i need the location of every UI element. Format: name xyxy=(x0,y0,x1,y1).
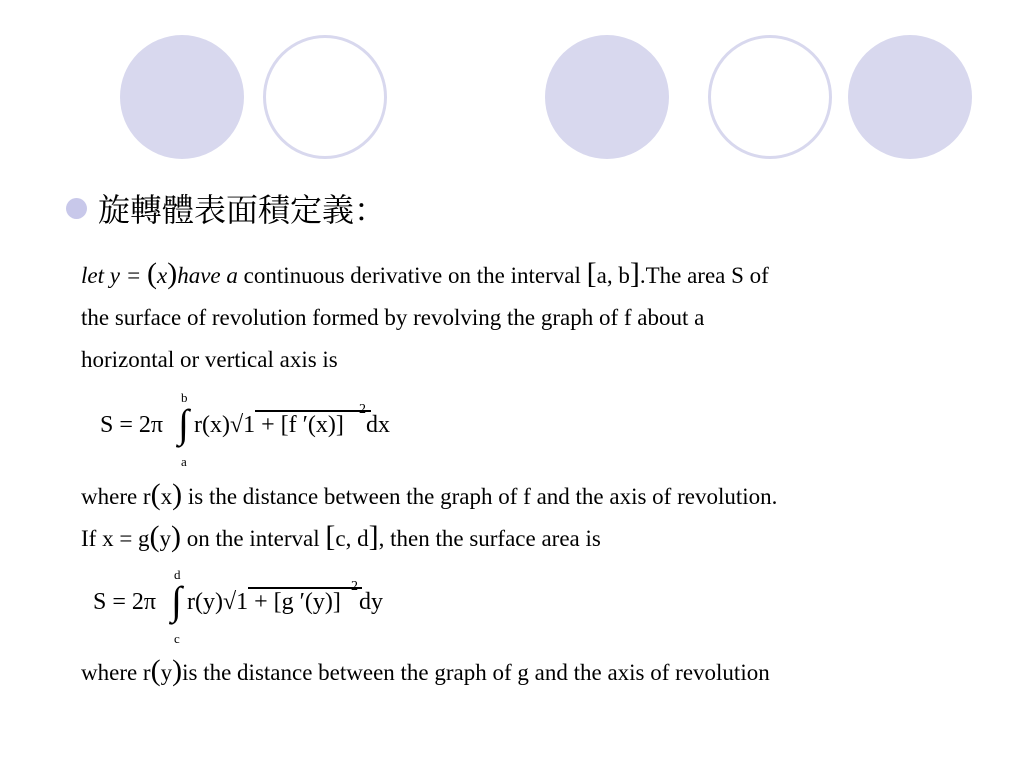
intro-line-1 xyxy=(81,259,769,291)
if-line xyxy=(81,522,601,554)
var-x: x xyxy=(156,263,168,288)
decor-circle-filled xyxy=(120,35,244,159)
var-y: y xyxy=(160,660,173,685)
decor-circle-filled xyxy=(848,35,972,159)
where-desc: is the distance between the graph of f and the axis of revolution. xyxy=(182,484,778,509)
interval-ab: a, b xyxy=(596,263,630,288)
formula-2-differential: dy xyxy=(359,589,383,615)
intro-have: have a xyxy=(177,263,238,288)
integral-sign: ∫ xyxy=(171,578,182,623)
formula-2-body: r(y)√1 + [g ′(y)] xyxy=(187,589,341,615)
where-text: where r xyxy=(81,660,151,685)
bracket-close: ] xyxy=(629,257,640,290)
var-y: y xyxy=(159,526,172,551)
formula-1-lower-limit: a xyxy=(181,454,187,469)
formula-1-body: r(x)√1 + [f ′(x)] xyxy=(194,412,344,438)
intro-text: continuous derivative on the interval xyxy=(237,263,587,288)
intro-line-2: the surface of revolution formed by revolving the graph of f about a xyxy=(81,305,705,330)
var-x: x xyxy=(160,484,173,509)
formula-1 xyxy=(100,390,420,470)
where-desc: is the distance between the graph of g and the axis of revolution xyxy=(182,660,770,685)
heading-text: 旋轉體表面積定義： xyxy=(98,191,387,229)
intro-let: let y = xyxy=(81,263,147,288)
formula-2-exponent: 2 xyxy=(351,579,358,594)
formula-2-lhs: S = 2π xyxy=(93,589,156,615)
paren-close: ) xyxy=(172,654,183,687)
intro-line-3: horizontal or vertical axis is xyxy=(81,347,338,372)
interval-text: on the interval xyxy=(181,526,326,551)
bullet-icon xyxy=(66,198,87,219)
where-line-1 xyxy=(81,480,777,512)
formula-1-differential: dx xyxy=(366,412,390,438)
bracket-open: [ xyxy=(586,257,597,290)
bracket-close: ] xyxy=(368,520,379,553)
intro-area-text: .The area S of xyxy=(639,263,769,288)
paren-open: ( xyxy=(150,478,161,511)
formula-2-lower-limit: c xyxy=(174,631,180,646)
decor-circle-hollow xyxy=(263,35,387,159)
where-line-2 xyxy=(81,656,770,688)
integral-sign: ∫ xyxy=(178,401,189,446)
paren-close: ) xyxy=(167,257,178,290)
formula-1-upper-limit: b xyxy=(181,390,188,405)
if-text: If x = g xyxy=(81,526,150,551)
formula-2-upper-limit: d xyxy=(174,567,181,582)
decor-circle-filled xyxy=(545,35,669,159)
sqrt-bar xyxy=(248,587,362,589)
then-text: , then the surface area is xyxy=(378,526,601,551)
paren-close: ) xyxy=(172,478,183,511)
slide-heading xyxy=(66,185,386,231)
paren-open: ( xyxy=(149,520,160,553)
interval-cd: c, d xyxy=(335,526,369,551)
decor-circle-hollow xyxy=(708,35,832,159)
paren-close: ) xyxy=(171,520,182,553)
sqrt-bar xyxy=(255,410,371,412)
paren-open: ( xyxy=(150,654,161,687)
formula-2 xyxy=(93,567,413,647)
paren-open: ( xyxy=(146,257,157,290)
bracket-open: [ xyxy=(325,520,336,553)
formula-1-lhs: S = 2π xyxy=(100,412,163,438)
where-text: where r xyxy=(81,484,151,509)
formula-1-exponent: 2 xyxy=(359,402,366,417)
